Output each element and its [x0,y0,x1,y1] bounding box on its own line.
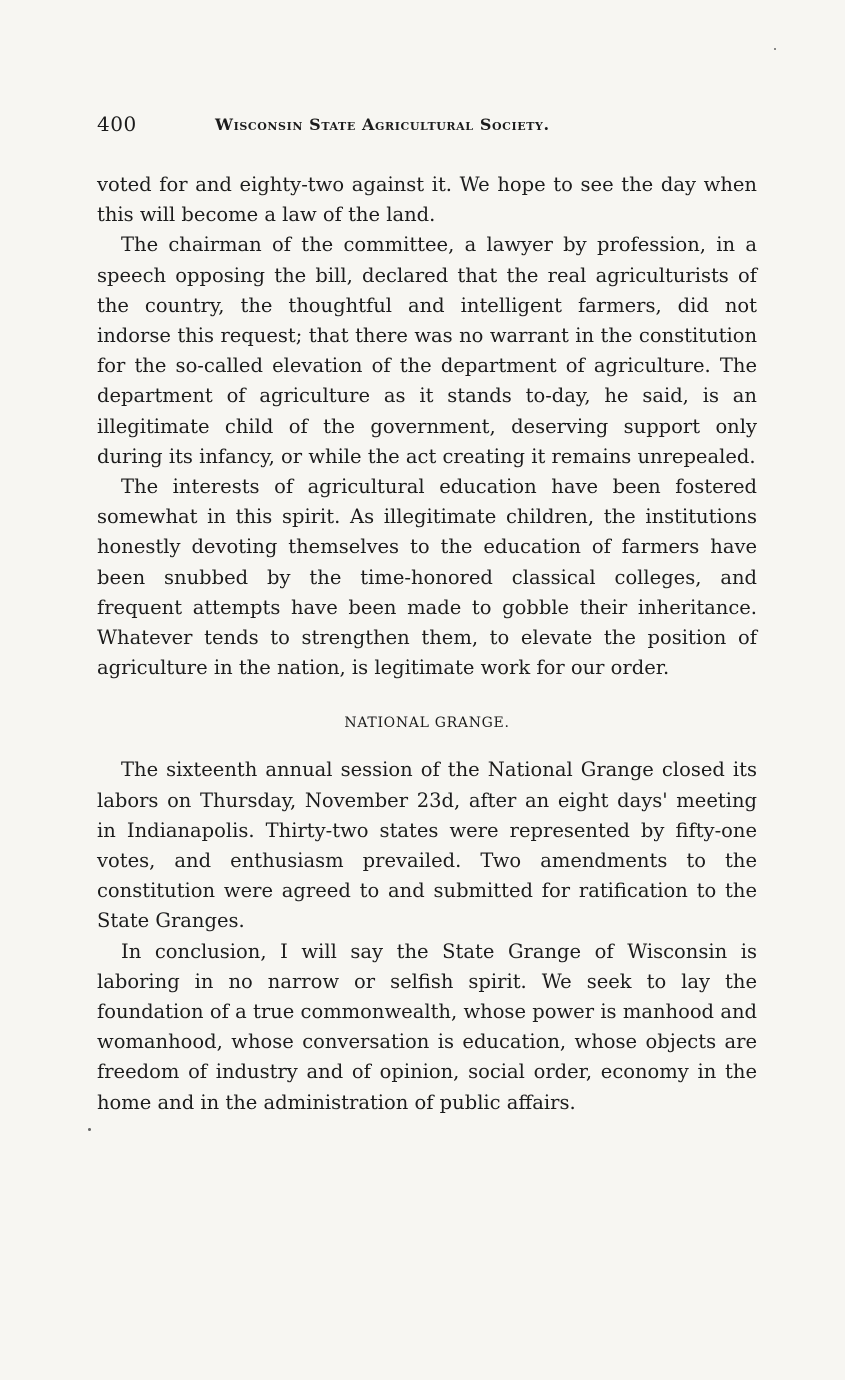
running-head-title: Wisconsin State Agricultural Society. [215,115,550,134]
paragraph-continuation: voted for and eighty-two against it. We hope to see the day when this will become a law of the land. [97,173,757,227]
section-heading: NATIONAL GRANGE. [344,715,510,732]
page-number: 400 [97,112,137,136]
paragraph-agricultural-education: The interests of agricultural education have been fostered somewhat in this spirit. As illegitimate children, the institutions honestly devoting themselves to the education of farmers have been snubbed by the time-honored classical colleges, and frequent attempts have been made to gobble their inheritance. Whatever tends to strengthen them, to elevate the position of agriculture in the nation, is legitimate work for our order. [97,475,757,680]
paragraph-conclusion: In conclusion, I will say the State Grange of Wisconsin is laboring in no narrow or selfish spirit. We seek to lay the foundation of a true commonwealth, whose power is manhood and womanhood, whose conversation is education, whose objects are freedom of industry and of opinion, social order, economy in the home and in the administration of public affairs. [97,939,757,1114]
page-body [97,170,757,1118]
paper-speck [774,48,776,50]
paragraph-chairman: The chairman of the committee, a lawyer by profession, in a speech opposing the bill, declared that the real agriculturists of the country, the thoughtful and intelligent farmers, did not indorse this request; that there was no warrant in the constitution for the so-called elevation of the department of agriculture. The department of agriculture as it stands to-day, he said, is an illegitimate child of the government, deserving support only during its infancy, or while the act creating it remains unrepealed. [97,233,757,468]
running-head [97,112,757,142]
paragraph-national-grange: The sixteenth annual session of the National Grange closed its labors on Thursday, November 23d, after an eight days' meeting in Indianapolis. Thirty-two states were represented by fifty-one votes, and enthusiasm prevailed. Two amendments to the constitution were agreed to and submitted for ratification to the State Granges. [97,758,757,933]
paper-speck [88,1128,91,1131]
